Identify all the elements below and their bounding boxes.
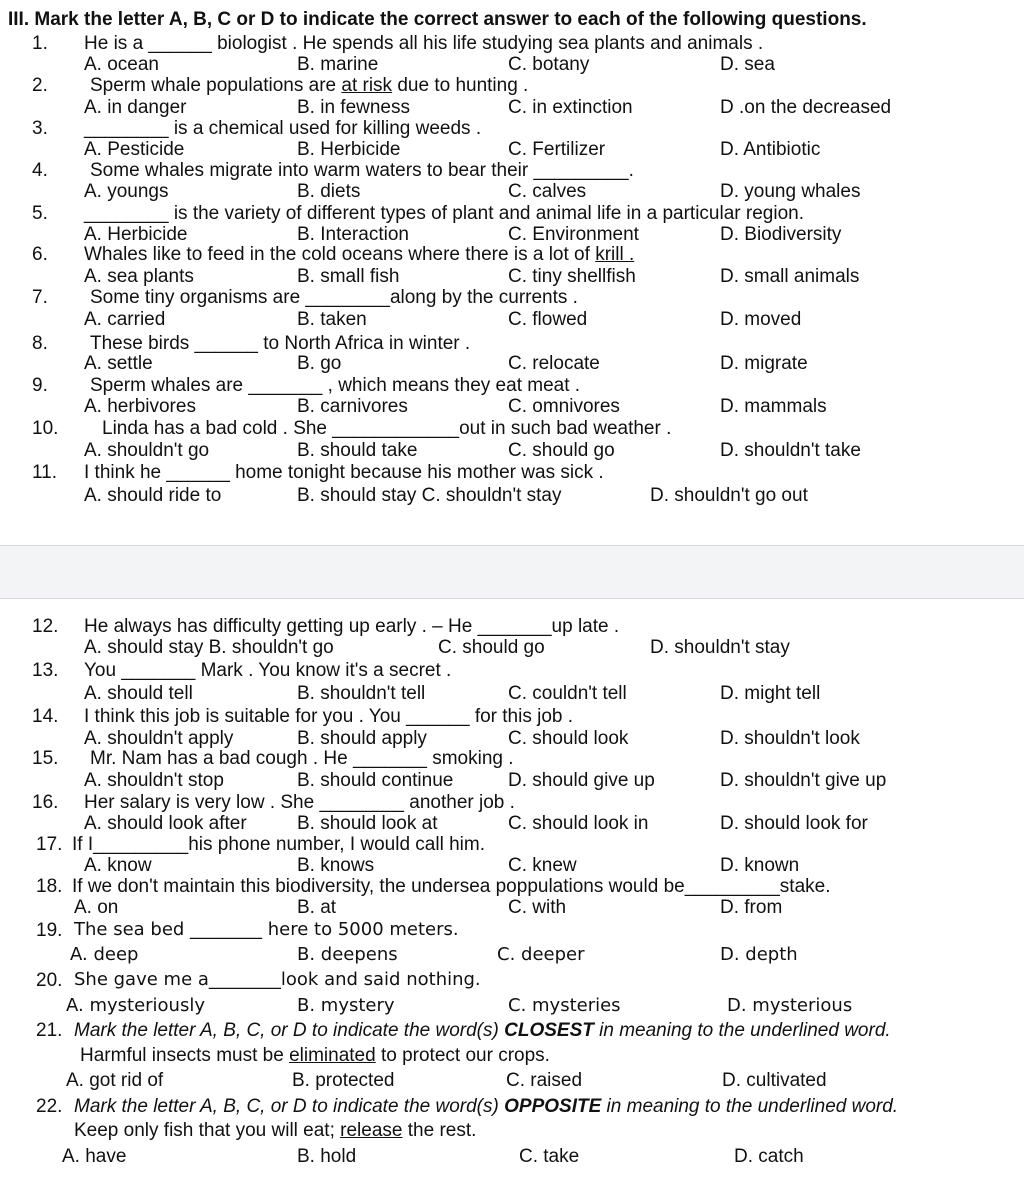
q22-instruction-line bbox=[0, 1097, 1024, 1119]
question-stem-line bbox=[0, 76, 1024, 98]
question-stem: Some whales migrate into warm waters to bear their _________. bbox=[90, 160, 634, 181]
question-stem-line bbox=[0, 877, 1024, 899]
instruction-text: in meaning to the underlined word. bbox=[601, 1096, 899, 1117]
sentence-text: Keep only fish that you will eat; bbox=[74, 1120, 341, 1141]
answer-option[interactable]: A. deep bbox=[70, 944, 139, 965]
answer-option[interactable]: D. shouldn't look bbox=[720, 728, 860, 749]
question-number: 16. bbox=[32, 792, 59, 813]
answer-option[interactable]: B. Interaction bbox=[297, 224, 409, 245]
answer-option[interactable]: A. ocean bbox=[84, 54, 159, 75]
section-heading: III. Mark the letter A, B, C or D to indicate the correct answer to each of the following questions. bbox=[8, 9, 867, 30]
answer-options-line bbox=[0, 771, 1024, 793]
answer-option[interactable]: B. go bbox=[297, 353, 342, 374]
answer-option[interactable]: D. migrate bbox=[720, 353, 808, 374]
instruction-keyword: OPPOSITE bbox=[504, 1096, 602, 1117]
question-stem: You _______ Mark . You know it's a secret . bbox=[84, 660, 452, 681]
question-stem: Sperm whale populations are at risk due to hunting . bbox=[90, 75, 529, 96]
answer-option[interactable]: D .on the decreased bbox=[720, 97, 892, 118]
question-stem: Her salary is very low . She ________ another job . bbox=[84, 792, 515, 813]
question-number: 14. bbox=[32, 706, 59, 727]
answer-option[interactable]: A. youngs bbox=[84, 181, 169, 202]
answer-options-line bbox=[0, 898, 1024, 920]
instruction-text: in meaning to the underlined word. bbox=[593, 1020, 891, 1041]
answer-option[interactable]: A. carried bbox=[84, 309, 166, 330]
answer-option[interactable]: C. should go bbox=[508, 440, 615, 461]
answer-option[interactable]: C. botany bbox=[508, 54, 590, 75]
question-stem-line bbox=[0, 707, 1024, 729]
answer-option[interactable]: B. should take bbox=[297, 440, 418, 461]
question-stem-line bbox=[0, 119, 1024, 141]
question-number: 6. bbox=[32, 244, 48, 265]
answer-option[interactable]: C. Environment bbox=[508, 224, 639, 245]
answer-option[interactable]: B. should stay C. shouldn't stay bbox=[297, 485, 562, 506]
answer-option[interactable]: B. taken bbox=[297, 309, 367, 330]
answer-option[interactable]: B. diets bbox=[297, 181, 361, 202]
question-stem-line bbox=[0, 793, 1024, 815]
answer-option[interactable]: D. mysterious bbox=[727, 995, 853, 1016]
answer-options-line bbox=[0, 638, 1024, 660]
answer-option[interactable]: D. small animals bbox=[720, 266, 860, 287]
answer-options-line bbox=[0, 997, 1024, 1019]
sentence-text: to protect our crops. bbox=[375, 1045, 550, 1066]
question-number: 13. bbox=[32, 660, 59, 681]
answer-option[interactable]: D. catch bbox=[734, 1146, 804, 1167]
answer-option[interactable]: C. calves bbox=[508, 181, 587, 202]
answer-option[interactable]: D. Antibiotic bbox=[720, 139, 821, 160]
answer-option[interactable]: B. should look at bbox=[297, 813, 438, 834]
answer-option[interactable]: B. should apply bbox=[297, 728, 427, 749]
answer-option[interactable]: D. Biodiversity bbox=[720, 224, 842, 245]
question-stem: He always has difficulty getting up early . – He _______up late . bbox=[84, 616, 620, 637]
instruction-text: Mark the letter A, B, C, or D to indicate the word(s) bbox=[74, 1020, 505, 1041]
answer-option[interactable]: B. small fish bbox=[297, 266, 400, 287]
answer-options-line bbox=[0, 55, 1024, 77]
answer-option[interactable]: B. Herbicide bbox=[297, 139, 401, 160]
answer-option[interactable]: D. shouldn't take bbox=[720, 440, 861, 461]
answer-option[interactable]: B. deepens bbox=[297, 944, 398, 965]
answer-option[interactable]: B. shouldn't tell bbox=[297, 683, 426, 704]
answer-option[interactable]: A. should look after bbox=[84, 813, 247, 834]
answer-option[interactable]: C. Fertilizer bbox=[508, 139, 606, 160]
answer-option[interactable]: C. mysteries bbox=[508, 995, 621, 1016]
answer-option[interactable]: A. know bbox=[84, 855, 152, 876]
question-number: 10. bbox=[32, 418, 59, 439]
question-number: 2. bbox=[32, 75, 48, 96]
answer-option[interactable]: A. mysteriously bbox=[66, 995, 205, 1016]
question-number: 19. bbox=[36, 920, 63, 941]
question-stem: Sperm whales are _______ , which means they eat meat . bbox=[90, 375, 581, 396]
q21-options-line bbox=[0, 1071, 1024, 1093]
answer-options-line bbox=[0, 310, 1024, 332]
answer-option[interactable]: C. omnivores bbox=[508, 396, 620, 417]
answer-options-line bbox=[0, 946, 1024, 968]
answer-option[interactable]: A. have bbox=[62, 1146, 127, 1167]
question-number: 7. bbox=[32, 287, 48, 308]
answer-option[interactable]: D. moved bbox=[720, 309, 802, 330]
question-stem-line bbox=[0, 34, 1024, 56]
question-number: 20. bbox=[36, 970, 63, 991]
q22-instruction bbox=[74, 1097, 898, 1116]
answer-option[interactable]: B. knows bbox=[297, 855, 375, 876]
answer-options-line bbox=[0, 354, 1024, 376]
underlined-word: eliminated bbox=[289, 1045, 376, 1066]
answer-option[interactable]: A. shouldn't go bbox=[84, 440, 210, 461]
answer-option[interactable]: A. shouldn't stop bbox=[84, 770, 224, 791]
answer-option[interactable]: D. shouldn't give up bbox=[720, 770, 887, 791]
answer-option[interactable]: A. herbivores bbox=[84, 396, 196, 417]
question-stem: ________ is a chemical used for killing weeds . bbox=[84, 118, 482, 139]
question-stem: If I_________his phone number, I would call him. bbox=[72, 834, 485, 855]
answer-option[interactable]: A. should tell bbox=[84, 683, 193, 704]
answer-option[interactable]: C. deeper bbox=[497, 944, 585, 965]
answer-option[interactable]: C. knew bbox=[508, 855, 577, 876]
answer-option[interactable]: D. should give up bbox=[508, 770, 655, 791]
question-stem-line bbox=[0, 161, 1024, 183]
answer-option[interactable]: C. tiny shellfish bbox=[508, 266, 636, 287]
question-stem: I think this job is suitable for you . You ______ for this job . bbox=[84, 706, 574, 727]
question-stem-line bbox=[0, 419, 1024, 441]
question-stem-line bbox=[0, 204, 1024, 226]
answer-option[interactable]: A. Pesticide bbox=[84, 139, 185, 160]
answer-option[interactable]: B. carnivores bbox=[297, 396, 408, 417]
question-number: 3. bbox=[32, 118, 48, 139]
question-stem: He is a ______ biologist . He spends all his life studying sea plants and animals . bbox=[84, 33, 764, 54]
answer-option[interactable]: C. should go bbox=[438, 637, 545, 658]
answer-option[interactable]: D. might tell bbox=[720, 683, 821, 704]
answer-options-line bbox=[0, 441, 1024, 463]
answer-option[interactable]: B. in fewness bbox=[297, 97, 410, 118]
answer-options-line bbox=[0, 814, 1024, 836]
answer-option[interactable]: A. should ride to bbox=[84, 485, 222, 506]
question-stem: These birds ______ to North Africa in winter . bbox=[90, 333, 471, 354]
question-stem: If we don't maintain this biodiversity, the undersea poppulations would be_________stake. bbox=[72, 876, 831, 897]
answer-options-line bbox=[0, 684, 1024, 706]
answer-option[interactable]: C. couldn't tell bbox=[508, 683, 627, 704]
answer-option[interactable]: D. cultivated bbox=[722, 1070, 827, 1091]
instruction-text: Mark the letter A, B, C, or D to indicate the word(s) bbox=[74, 1096, 505, 1117]
question-number: 9. bbox=[32, 375, 48, 396]
answer-option[interactable]: D. shouldn't go out bbox=[650, 485, 808, 506]
answer-option[interactable]: D. known bbox=[720, 855, 800, 876]
answer-option[interactable]: A. on bbox=[74, 897, 119, 918]
question-stem: Some tiny organisms are ________along by the currents . bbox=[90, 287, 578, 308]
answer-option[interactable]: C. in extinction bbox=[508, 97, 633, 118]
underlined-word: krill . bbox=[595, 244, 635, 265]
answer-options-line bbox=[0, 98, 1024, 120]
q21-sentence-line bbox=[0, 1046, 1024, 1068]
answer-option[interactable]: B. protected bbox=[292, 1070, 395, 1091]
q22-sentence-line bbox=[0, 1121, 1024, 1143]
answer-options-line bbox=[0, 267, 1024, 289]
answer-option[interactable]: D. sea bbox=[720, 54, 775, 75]
q22-options-line bbox=[0, 1147, 1024, 1169]
answer-option[interactable]: A. should stay B. shouldn't go bbox=[84, 637, 334, 658]
question-stem-line bbox=[0, 463, 1024, 485]
question-number: 17. bbox=[36, 834, 63, 855]
answer-option[interactable]: A. Herbicide bbox=[84, 224, 188, 245]
question-stem: I think he ______ home tonight because his mother was sick . bbox=[84, 462, 604, 483]
answer-option[interactable]: D. should look for bbox=[720, 813, 868, 834]
question-stem: Linda has a bad cold . She ____________out in such bad weather . bbox=[102, 418, 672, 439]
question-number: 21. bbox=[36, 1020, 63, 1041]
answer-option[interactable]: B. hold bbox=[297, 1146, 357, 1167]
question-stem: Mr. Nam has a bad cough . He _______ smoking . bbox=[90, 748, 514, 769]
answer-option[interactable]: B. marine bbox=[297, 54, 379, 75]
question-stem: ________ is the variety of different types of plant and animal life in a particular region. bbox=[84, 203, 804, 224]
sentence-text: the rest. bbox=[402, 1120, 477, 1141]
page-break-gap bbox=[0, 545, 1024, 599]
q21-instruction bbox=[74, 1021, 891, 1040]
question-number: 4. bbox=[32, 160, 48, 181]
question-number: 8. bbox=[32, 333, 48, 354]
answer-option[interactable]: A. got rid of bbox=[66, 1070, 164, 1091]
answer-option[interactable]: C. with bbox=[508, 897, 567, 918]
answer-options-line bbox=[0, 486, 1024, 508]
q21-instruction-line bbox=[0, 1021, 1024, 1043]
question-stem-line bbox=[0, 376, 1024, 398]
answer-option[interactable]: C. should look in bbox=[508, 813, 649, 834]
answer-option[interactable]: C. take bbox=[519, 1146, 580, 1167]
question-stem: She gave me a________look and said nothing. bbox=[74, 969, 481, 990]
question-stem-line bbox=[0, 749, 1024, 771]
answer-option[interactable]: D. shouldn't stay bbox=[650, 637, 790, 658]
underlined-word: release bbox=[340, 1120, 403, 1141]
question-number: 1. bbox=[32, 33, 48, 54]
answer-option[interactable]: D. from bbox=[720, 897, 783, 918]
question-stem-line bbox=[0, 921, 1024, 943]
q21-sentence bbox=[80, 1046, 550, 1065]
section-heading-line bbox=[0, 10, 1024, 32]
q22-sentence bbox=[74, 1121, 476, 1140]
question-stem-line bbox=[0, 971, 1024, 993]
instruction-keyword: CLOSEST bbox=[504, 1020, 594, 1041]
question-stem-line bbox=[0, 288, 1024, 310]
answer-options-line bbox=[0, 856, 1024, 878]
question-number: 22. bbox=[36, 1096, 63, 1117]
answer-option[interactable]: D. depth bbox=[720, 944, 798, 965]
question-number: 12. bbox=[32, 616, 59, 637]
answer-option[interactable]: C. should look bbox=[508, 728, 629, 749]
answer-options-line bbox=[0, 182, 1024, 204]
answer-option[interactable]: C. flowed bbox=[508, 309, 588, 330]
question-number: 11. bbox=[32, 462, 58, 483]
answer-option[interactable]: A. in danger bbox=[84, 97, 187, 118]
answer-option[interactable]: A. settle bbox=[84, 353, 153, 374]
answer-option[interactable]: B. at bbox=[297, 897, 337, 918]
answer-options-line bbox=[0, 140, 1024, 162]
question-stem-line bbox=[0, 835, 1024, 857]
answer-option[interactable]: A. sea plants bbox=[84, 266, 194, 287]
question-stem: Whales like to feed in the cold oceans where there is a lot of krill . bbox=[84, 244, 635, 265]
question-number: 18. bbox=[36, 876, 63, 897]
question-stem-line bbox=[0, 245, 1024, 267]
question-stem: The sea bed ________ here to 5000 meters. bbox=[74, 919, 459, 940]
answer-option[interactable]: C. raised bbox=[506, 1070, 583, 1091]
answer-option[interactable]: D. young whales bbox=[720, 181, 861, 202]
answer-options-line bbox=[0, 397, 1024, 419]
answer-option[interactable]: B. should continue bbox=[297, 770, 454, 791]
question-stem-line bbox=[0, 661, 1024, 683]
underlined-word: at risk bbox=[341, 75, 393, 96]
question-stem-line bbox=[0, 617, 1024, 639]
sentence-text: Harmful insects must be bbox=[80, 1045, 290, 1066]
answer-option[interactable]: A. shouldn't apply bbox=[84, 728, 234, 749]
question-number: 5. bbox=[32, 203, 48, 224]
answer-option[interactable]: B. mystery bbox=[297, 995, 395, 1016]
answer-option[interactable]: D. mammals bbox=[720, 396, 827, 417]
question-number: 15. bbox=[32, 748, 59, 769]
answer-option[interactable]: C. relocate bbox=[508, 353, 600, 374]
